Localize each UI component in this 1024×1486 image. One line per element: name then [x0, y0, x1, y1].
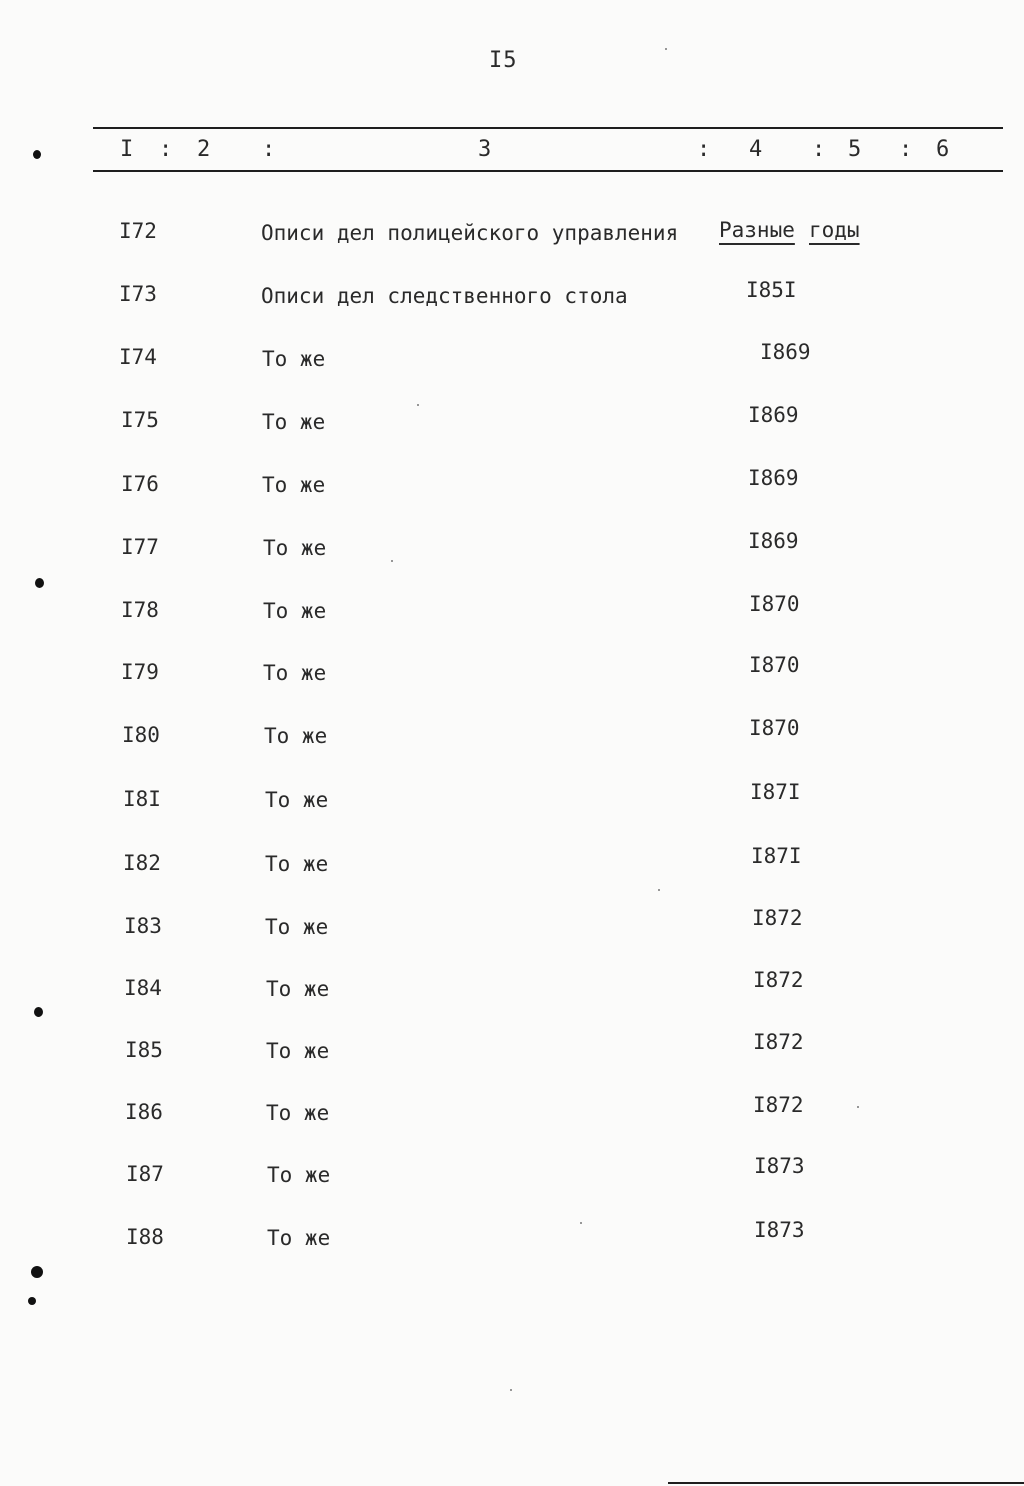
row-number: I84 — [124, 976, 162, 1000]
header-col-4: 4 — [749, 137, 763, 162]
row-year-part-2: годы — [809, 218, 860, 242]
row-number: I88 — [126, 1225, 164, 1249]
header-col-6: 6 — [936, 137, 950, 162]
row-year: I87I — [750, 780, 801, 804]
scan-speck — [417, 404, 419, 406]
table-header-bottom-rule — [93, 170, 1003, 172]
row-description: То же — [265, 852, 329, 876]
row-number: I79 — [121, 660, 159, 684]
row-number: I77 — [121, 535, 159, 559]
scan-speck — [857, 1106, 859, 1108]
page-number: I5 — [489, 48, 518, 73]
header-separator-3: : — [697, 137, 711, 162]
binder-mark — [31, 1266, 43, 1278]
row-description: То же — [266, 977, 330, 1001]
row-year: I85I — [746, 278, 797, 302]
row-description: То же — [263, 536, 327, 560]
row-number: I76 — [121, 472, 159, 496]
row-description: То же — [263, 661, 327, 685]
row-description: То же — [265, 915, 329, 939]
header-separator-1: : — [159, 137, 173, 162]
row-description: То же — [267, 1163, 331, 1187]
row-number: I74 — [119, 345, 157, 369]
binder-mark — [28, 1297, 36, 1305]
header-separator-2: : — [262, 137, 276, 162]
binder-mark — [33, 150, 41, 159]
scan-speck — [580, 1222, 582, 1224]
header-col-5: 5 — [848, 137, 862, 162]
row-year: I872 — [753, 968, 804, 992]
row-year: I869 — [748, 529, 799, 553]
binder-mark — [35, 578, 44, 588]
row-year: I870 — [749, 653, 800, 677]
row-number: I83 — [124, 914, 162, 938]
row-number: I87 — [126, 1162, 164, 1186]
scan-speck — [658, 889, 660, 891]
row-year-part-1: Разные — [719, 218, 795, 242]
row-year: I873 — [754, 1218, 805, 1242]
row-year: I87I — [751, 844, 802, 868]
row-year: I872 — [753, 1030, 804, 1054]
row-description: То же — [267, 1226, 331, 1250]
row-year: I872 — [752, 906, 803, 930]
row-number: I73 — [119, 282, 157, 306]
row-year: I870 — [749, 716, 800, 740]
header-separator-5: : — [899, 137, 913, 162]
row-number: I82 — [123, 851, 161, 875]
row-description: То же — [262, 410, 326, 434]
row-number: I80 — [122, 723, 160, 747]
table-header-top-rule — [93, 127, 1003, 129]
header-col-2: 2 — [197, 137, 211, 162]
row-year: I869 — [748, 403, 799, 427]
row-description: То же — [265, 788, 329, 812]
row-description: То же — [264, 724, 328, 748]
row-number: I86 — [125, 1100, 163, 1124]
row-description: То же — [266, 1039, 330, 1063]
row-year: I872 — [753, 1093, 804, 1117]
scan-speck — [665, 48, 667, 50]
row-number: I78 — [121, 598, 159, 622]
row-year: I869 — [760, 340, 811, 364]
row-description: То же — [263, 599, 327, 623]
row-number: I85 — [125, 1038, 163, 1062]
scan-speck — [391, 560, 393, 562]
row-year: I870 — [749, 592, 800, 616]
row-description: Описи дел полицейского управления — [261, 221, 679, 245]
scan-speck — [510, 1389, 512, 1391]
row-description: То же — [262, 347, 326, 371]
binder-mark — [34, 1007, 43, 1017]
header-separator-4: : — [812, 137, 826, 162]
row-number: I72 — [119, 219, 157, 243]
page-bottom-rule — [668, 1482, 1024, 1484]
row-description: То же — [262, 473, 326, 497]
row-number: I8I — [123, 787, 161, 811]
header-col-1: I — [120, 137, 134, 162]
row-description: То же — [266, 1101, 330, 1125]
row-description: Описи дел следственного стола — [261, 284, 628, 308]
row-year: I873 — [754, 1154, 805, 1178]
header-col-3: 3 — [478, 137, 492, 162]
row-year: I869 — [748, 466, 799, 490]
row-number: I75 — [121, 408, 159, 432]
